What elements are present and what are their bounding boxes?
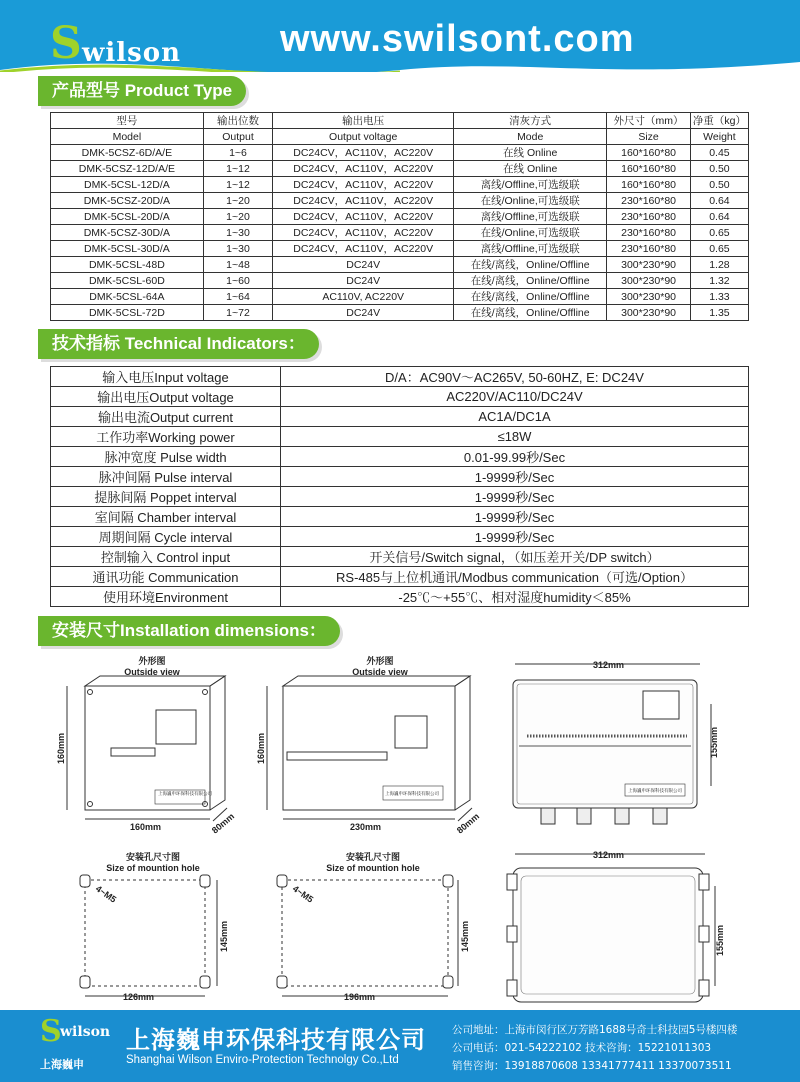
table-row	[51, 241, 749, 257]
table-cell: DMK-5CSZ-6D/A/E	[51, 145, 204, 161]
h1-width: 126mm	[123, 992, 155, 1002]
product-type-title: 产品型号 Product Type	[38, 76, 246, 106]
table-cell: 1.28	[690, 257, 748, 273]
h2-bolt: 4~M5	[290, 883, 316, 905]
tech-label: 工作功率Working power	[51, 427, 281, 447]
d3-height: 155mm	[709, 726, 719, 758]
tech-label: 脉冲间隔 Pulse interval	[51, 467, 281, 487]
tech-label: 提脉间隔 Poppet interval	[51, 487, 281, 507]
d4-width: 312mm	[593, 850, 625, 860]
tech-value: 1-9999秒/Sec	[281, 487, 749, 507]
table-cell: 外尺寸（mm）	[607, 113, 691, 129]
table-cell: 300*230*90	[607, 273, 691, 289]
tech-label: 控制输入 Control input	[51, 547, 281, 567]
table-cell: 清灰方式	[454, 113, 607, 129]
table-row	[51, 289, 749, 305]
table-cell: 型号	[51, 113, 204, 129]
table-cell: 在线/离线，Online/Offline	[454, 289, 607, 305]
table-cell: DC24CV，AC110V，AC220V	[273, 145, 454, 161]
table-cell: 在线/离线，Online/Offline	[454, 257, 607, 273]
table-row	[51, 209, 749, 225]
hole-drawing-2	[272, 872, 482, 1007]
table-cell: 输出电压	[273, 113, 454, 129]
table-cell: DC24CV，AC110V，AC220V	[273, 177, 454, 193]
logo-letter: S	[50, 18, 82, 69]
table-cell: 离线/Offline,可选级联	[454, 209, 607, 225]
tech-row	[51, 387, 749, 407]
hole-label-1	[98, 852, 208, 874]
table-header-row-en	[51, 129, 749, 145]
tech-value: ≤18W	[281, 427, 749, 447]
d3-plate-text: 上海巍申环保科技有限公司	[628, 789, 682, 794]
table-cell: 在线 Online	[454, 145, 607, 161]
tech-label: 输出电压Output voltage	[51, 387, 281, 407]
table-cell: DMK-5CSL-48D	[51, 257, 204, 273]
h1-bolt: 4~M5	[93, 883, 119, 905]
d2-width: 230mm	[350, 822, 382, 832]
table-cell: Size	[607, 129, 691, 145]
d2-height: 160mm	[256, 732, 266, 764]
hole-en-1: Size of mountion hole	[106, 863, 200, 873]
table-cell: DMK-5CSL-30D/A	[51, 241, 204, 257]
table-row	[51, 161, 749, 177]
outside-view-drawing-1	[55, 674, 245, 834]
table-row	[51, 225, 749, 241]
tech-row	[51, 427, 749, 447]
tech-value: 1-9999秒/Sec	[281, 507, 749, 527]
h2-width: 196mm	[344, 992, 376, 1002]
tech-row	[51, 507, 749, 527]
table-cell: 1.32	[690, 273, 748, 289]
tech-value: 开关信号/Switch signal，（如压差开关/DP switch）	[281, 547, 749, 567]
outside-view-drawing-3	[505, 658, 725, 833]
tech-row	[51, 587, 749, 607]
table-cell: 1~20	[203, 209, 272, 225]
tech-row	[51, 467, 749, 487]
table-cell: DC24CV，AC110V，AC220V	[273, 193, 454, 209]
table-cell: 净重（kg）	[690, 113, 748, 129]
table-cell: 1~60	[203, 273, 272, 289]
table-cell: 在线/Online,可选级联	[454, 225, 607, 241]
d1-width: 160mm	[130, 822, 162, 832]
company-name-en: Shanghai Wilson Enviro-Protection Technolgy Co.,Ltd	[126, 1054, 399, 1066]
table-cell: DMK-5CSL-72D	[51, 305, 204, 321]
hole-label-2	[318, 852, 428, 874]
table-row	[51, 145, 749, 161]
tech-label: 输入电压Input voltage	[51, 367, 281, 387]
site-url[interactable]: www.swilsont.com	[280, 18, 635, 60]
table-cell: 在线/离线，Online/Offline	[454, 273, 607, 289]
table-cell: 在线/离线，Online/Offline	[454, 305, 607, 321]
tech-value: 1-9999秒/Sec	[281, 467, 749, 487]
table-row	[51, 273, 749, 289]
tech-value: -25℃～+55℃、相对湿度humidity＜85%	[281, 587, 749, 607]
table-cell: 160*160*80	[607, 177, 691, 193]
table-cell: 1~48	[203, 257, 272, 273]
table-cell: AC110V, AC220V	[273, 289, 454, 305]
table-cell: DMK-5CSL-64A	[51, 289, 204, 305]
table-row	[51, 257, 749, 273]
tech-label: 室间隔 Chamber interval	[51, 507, 281, 527]
outside-view-drawing-4	[505, 846, 725, 1008]
table-cell: 0.45	[690, 145, 748, 161]
table-cell: 在线/Online,可选级联	[454, 193, 607, 209]
table-cell: 1~20	[203, 193, 272, 209]
tech-value: AC1A/DC1A	[281, 407, 749, 427]
tech-value: D/A：AC90V～AC265V, 50-60HZ, E: DC24V	[281, 367, 749, 387]
d4-height: 155mm	[715, 924, 725, 956]
table-cell: DMK-5CSL-20D/A	[51, 209, 204, 225]
tech-label: 使用环境Environment	[51, 587, 281, 607]
footer-logo-wordmark: wilson	[60, 1024, 111, 1040]
table-cell: 1~12	[203, 177, 272, 193]
table-cell: DC24V	[273, 305, 454, 321]
company-name-cn: 上海巍申环保科技有限公司	[126, 1026, 426, 1054]
table-row	[51, 193, 749, 209]
tech-row	[51, 527, 749, 547]
company-address: 公司地址：上海市闵行区万芳路1688号奇士科技园5号楼四楼	[452, 1024, 738, 1036]
company-phone: 公司电话：021-54222102 技术咨询：15221011303	[452, 1042, 712, 1054]
tech-row	[51, 567, 749, 587]
table-cell: 1~30	[203, 241, 272, 257]
table-cell: 0.50	[690, 177, 748, 193]
table-cell: 1~6	[203, 145, 272, 161]
hole-en-2: Size of mountion hole	[326, 863, 420, 873]
d3-width: 312mm	[593, 660, 625, 670]
tech-row	[51, 487, 749, 507]
table-cell: 0.50	[690, 161, 748, 177]
table-cell: 230*160*80	[607, 241, 691, 257]
page-footer	[0, 1010, 800, 1082]
table-cell: DC24CV，AC110V，AC220V	[273, 225, 454, 241]
table-cell: 1~12	[203, 161, 272, 177]
table-cell: 1.33	[690, 289, 748, 305]
h1-height: 145mm	[219, 920, 229, 952]
tech-label: 通讯功能 Communication	[51, 567, 281, 587]
table-cell: Mode	[454, 129, 607, 145]
table-cell: 230*160*80	[607, 209, 691, 225]
tech-label: 周期间隔 Cycle interval	[51, 527, 281, 547]
table-cell: Model	[51, 129, 204, 145]
table-cell: DC24CV，AC110V，AC220V	[273, 209, 454, 225]
table-cell: 1~64	[203, 289, 272, 305]
table-cell: 300*230*90	[607, 289, 691, 305]
table-cell: 1~72	[203, 305, 272, 321]
logo-wordmark: wilson	[82, 38, 182, 68]
tech-label: 输出电流Output current	[51, 407, 281, 427]
table-row	[51, 305, 749, 321]
table-cell: Output	[203, 129, 272, 145]
tech-value: AC220V/AC110/DC24V	[281, 387, 749, 407]
table-cell: Output voltage	[273, 129, 454, 145]
table-cell: 在线 Online	[454, 161, 607, 177]
tech-indicators-table	[50, 366, 749, 607]
table-cell: 230*160*80	[607, 225, 691, 241]
tech-indicators-title: 技术指标 Technical Indicators：	[38, 329, 319, 359]
tech-row	[51, 547, 749, 567]
tech-row	[51, 447, 749, 467]
tech-value: 1-9999秒/Sec	[281, 527, 749, 547]
table-cell: DMK-5CSZ-12D/A/E	[51, 161, 204, 177]
table-cell: 离线/Offline,可选级联	[454, 241, 607, 257]
d2-plate-text: 上海巍申环保科技有限公司	[385, 792, 439, 797]
outside-view-en-1: Outside view	[124, 667, 180, 677]
table-cell: 1.35	[690, 305, 748, 321]
table-cell: DMK-5CSL-60D	[51, 273, 204, 289]
d1-plate-text: 上海巍申环保科技有限公司	[158, 792, 212, 797]
table-cell: 0.65	[690, 225, 748, 241]
table-cell: DC24V	[273, 257, 454, 273]
sales-phone: 销售咨询：13918870608 13341777411 13370073511	[452, 1060, 732, 1072]
wilson-logo	[50, 18, 190, 70]
table-header-row-cn	[51, 113, 749, 129]
table-cell: 160*160*80	[607, 161, 691, 177]
table-cell: DC24CV，AC110V，AC220V	[273, 161, 454, 177]
table-cell: 输出位数	[203, 113, 272, 129]
page-header	[0, 0, 800, 72]
d1-depth: 80mm	[209, 811, 237, 836]
d2-depth: 80mm	[454, 811, 482, 836]
table-cell: DMK-5CSL-12D/A	[51, 177, 204, 193]
tech-row	[51, 407, 749, 427]
table-row	[51, 177, 749, 193]
footer-logo-letter: S	[40, 1014, 62, 1049]
hole-cn-1: 安装孔尺寸图	[125, 852, 180, 862]
table-cell: DMK-5CSZ-20D/A	[51, 193, 204, 209]
table-cell: DMK-5CSZ-30D/A	[51, 225, 204, 241]
product-type-table	[50, 112, 749, 321]
hole-drawing-1	[75, 872, 245, 1007]
table-cell: 0.65	[690, 241, 748, 257]
table-cell: 0.64	[690, 209, 748, 225]
tech-value: RS-485与上位机通讯/Modbus communication（可选/Option）	[281, 567, 749, 587]
outside-view-cn-2: 外形图	[366, 656, 394, 666]
table-cell: 230*160*80	[607, 193, 691, 209]
table-cell: 300*230*90	[607, 305, 691, 321]
table-cell: 160*160*80	[607, 145, 691, 161]
h2-height: 145mm	[460, 920, 470, 952]
footer-logo-cn: 上海巍申	[40, 1058, 84, 1071]
table-cell: 离线/Offline,可选级联	[454, 177, 607, 193]
tech-label: 脉冲宽度 Pulse width	[51, 447, 281, 467]
outside-view-drawing-2	[255, 674, 485, 834]
tech-row	[51, 367, 749, 387]
table-cell: DC24V	[273, 273, 454, 289]
table-cell: 0.64	[690, 193, 748, 209]
install-dimensions-title: 安装尺寸Installation dimensions：	[38, 616, 340, 646]
outside-view-cn-1: 外形图	[138, 656, 166, 666]
table-cell: DC24CV，AC110V，AC220V	[273, 241, 454, 257]
hole-cn-2: 安装孔尺寸图	[345, 852, 400, 862]
outside-view-en-2: Outside view	[352, 667, 408, 677]
table-cell: Weight	[690, 129, 748, 145]
table-cell: 1~30	[203, 225, 272, 241]
tech-value: 0.01-99.99秒/Sec	[281, 447, 749, 467]
table-cell: 300*230*90	[607, 257, 691, 273]
d1-height: 160mm	[56, 732, 66, 764]
